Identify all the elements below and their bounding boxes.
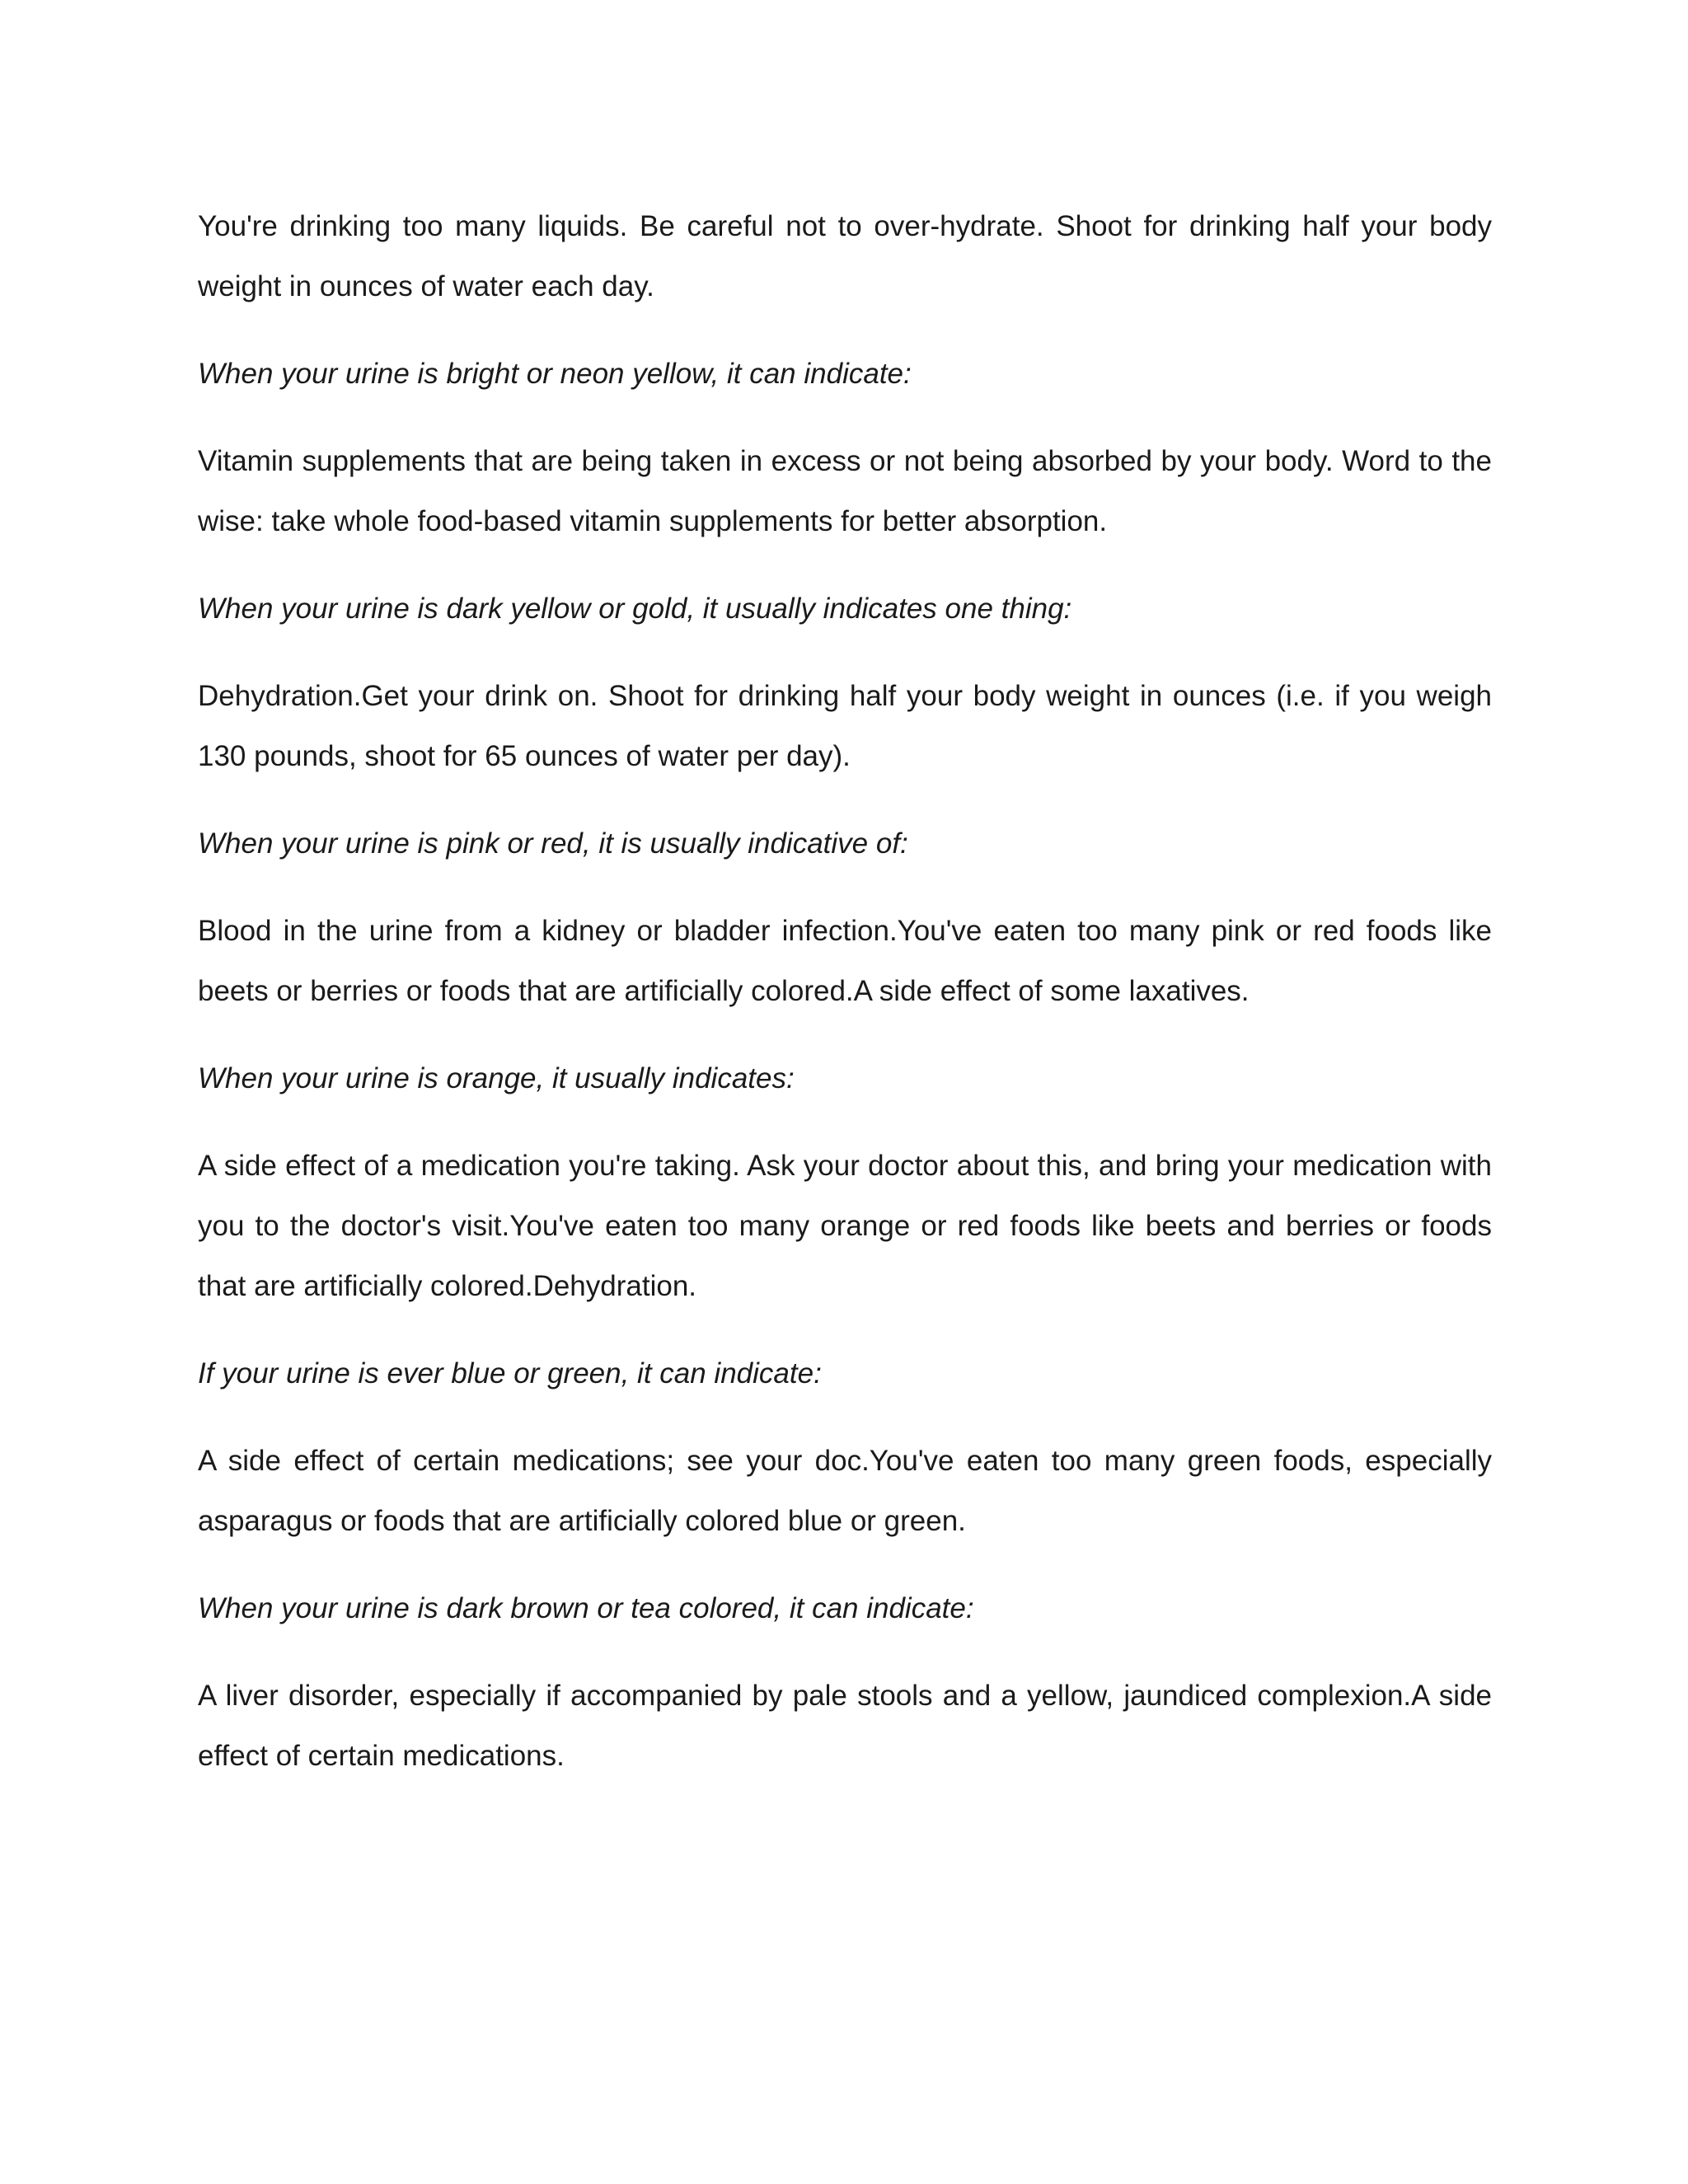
paragraph-liver-disorder: A liver disorder, especially if accompanied by pale stools and a yellow, jaundiced complexion.A side effect of certain medications. (198, 1680, 1492, 1772)
paragraph-blood-in-urine: Blood in the urine from a kidney or bladder infection.You've eaten too many pink or red foods like beets or berries or foods that are artificially colored.A side effect of some laxatives. (198, 915, 1492, 1007)
heading-blue-green: If your urine is ever blue or green, it can indicate: (198, 1357, 822, 1390)
heading-bright-neon-yellow: When your urine is bright or neon yellow, it can indicate: (198, 358, 912, 390)
heading-dark-brown-tea: When your urine is dark brown or tea colored, it can indicate: (198, 1592, 974, 1624)
paragraph-medication-side-effect: A side effect of a medication you're taking. Ask your doctor about this, and bring your medication with you to the doctor's visit.You've eaten too many orange or red foods like beets and berries or foods that are artificially colored.Dehydration. (198, 1150, 1492, 1302)
paragraph-vitamin-supplements: Vitamin supplements that are being taken in excess or not being absorbed by your body. Word to the wise: take whole food-based vitamin supplements for better absorption. (198, 445, 1492, 537)
document-page (198, 196, 1492, 1813)
paragraph-dehydration: Dehydration.Get your drink on. Shoot for drinking half your body weight in ounces (i.e. if you weigh 130 pounds, shoot for 65 ounces of water per day). (198, 680, 1492, 772)
paragraph-over-hydration: You're drinking too many liquids. Be careful not to over-hydrate. Shoot for drinking half your body weight in ounces of water each day. (198, 210, 1492, 302)
heading-orange: When your urine is orange, it usually indicates: (198, 1062, 795, 1094)
paragraph-certain-medications: A side effect of certain medications; see your doc.You've eaten too many green foods, especially asparagus or foods that are artificially colored blue or green. (198, 1445, 1492, 1537)
heading-pink-red: When your urine is pink or red, it is usually indicative of: (198, 827, 908, 860)
heading-dark-yellow-gold: When your urine is dark yellow or gold, it usually indicates one thing: (198, 593, 1072, 625)
